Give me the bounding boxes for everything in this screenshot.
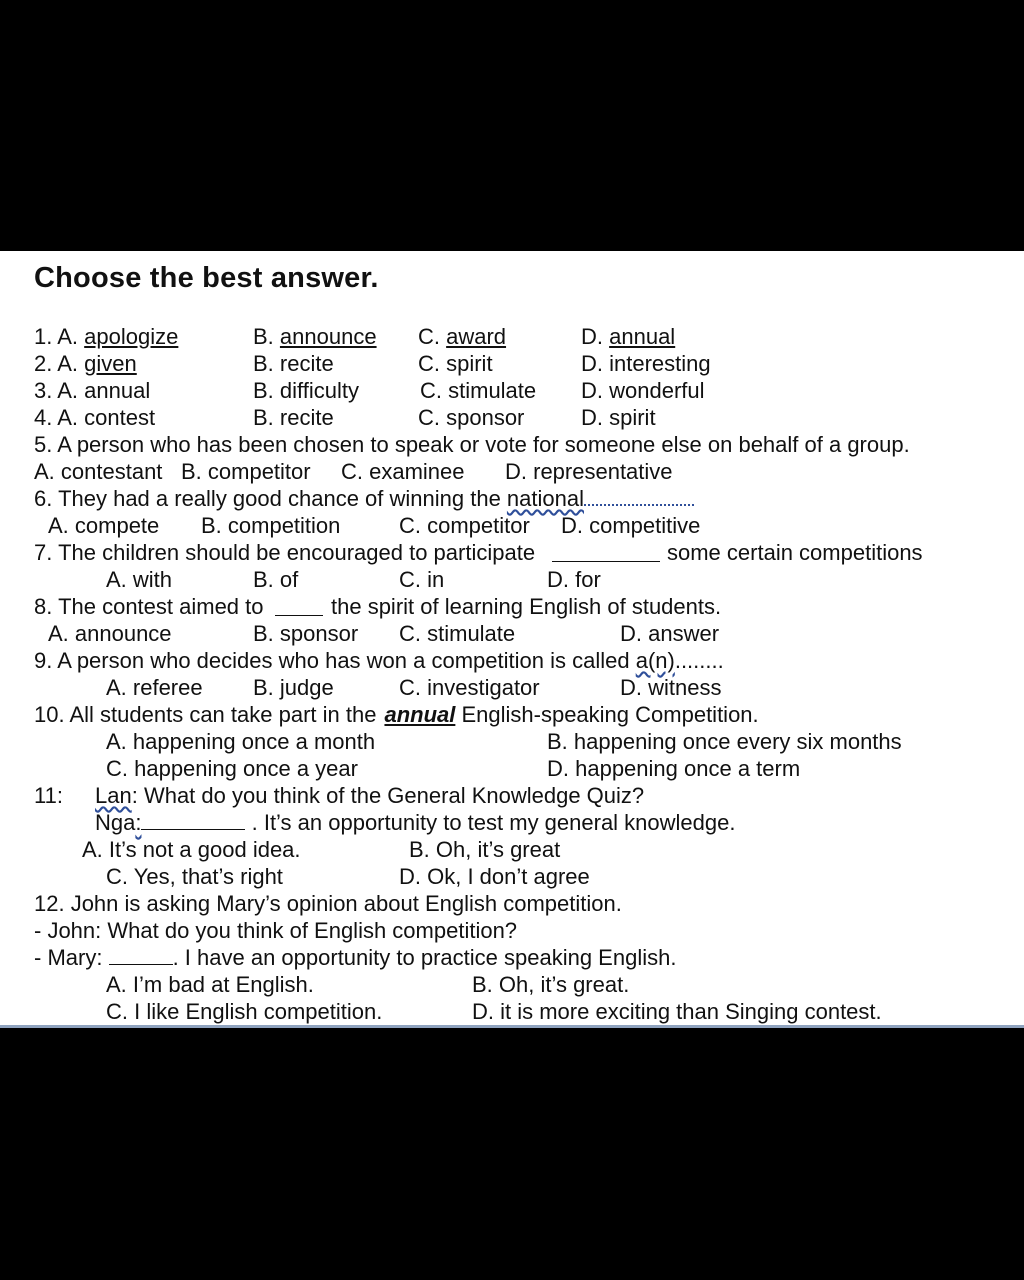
q9-option-d: D. witness: [620, 675, 722, 700]
question-9-options: [0, 674, 1024, 701]
q11-line-lan: [95, 782, 644, 809]
q12-answer-blank: [109, 946, 173, 965]
q6-option-a: A. compete: [48, 513, 160, 538]
q12-option-c: C. I like English competition.: [106, 999, 383, 1024]
q4-option-a: 4. A. contest: [34, 405, 156, 430]
q11-option-d: D. Ok, I don’t agree: [399, 864, 590, 889]
q6-question-word: national: [506, 486, 584, 511]
q1-option-c-word: award: [446, 324, 507, 349]
question-10: [0, 701, 1024, 728]
question-4: [0, 404, 1024, 431]
q4-option-d: D. spirit: [581, 405, 656, 430]
question-8-options: [0, 620, 1024, 647]
q9-option-c: C. investigator: [399, 675, 540, 700]
q11-speaker-lan: Lan: [95, 783, 132, 808]
q9-option-a: A. referee: [106, 675, 203, 700]
q7-question-end: some certain competitions: [667, 540, 923, 565]
q1-number: 1. A.: [34, 324, 79, 349]
question-12-mary: [0, 944, 1024, 971]
q1-option-b-word: announce: [279, 324, 377, 349]
question-10-options-row1: [0, 728, 1024, 755]
q12-question-text: 12. John is asking Mary’s opinion about English competition.: [34, 891, 622, 916]
q1-option-c: [418, 323, 506, 350]
q6-question-text: [34, 485, 694, 512]
q9-question-word: a(n): [635, 648, 675, 673]
q12-mary-label: - Mary:: [34, 945, 103, 970]
q7-option-d: D. for: [547, 567, 601, 592]
q6-option-c: C. competitor: [399, 513, 530, 538]
q8-question-start: 8. The contest aimed to: [34, 594, 264, 619]
q1-option-c-letter: C.: [418, 324, 440, 349]
question-1: [0, 323, 1024, 350]
q12-john-line: - John: What do you think of English competition?: [34, 918, 518, 943]
q10-question-text: [34, 701, 759, 728]
q6-answer-blank: [584, 486, 694, 506]
q12-mary-line: [34, 944, 676, 971]
q12-option-a: A. I’m bad at English.: [106, 972, 314, 997]
q10-option-b: B. happening once every six months: [547, 729, 902, 754]
q2-option-a-word: given: [84, 351, 137, 376]
q9-question-dots: ........: [674, 648, 724, 673]
q4-option-c: C. sponsor: [418, 405, 525, 430]
worksheet-title: Choose the best answer.: [34, 262, 379, 294]
q6-option-b: B. competition: [201, 513, 341, 538]
q7-question-start: 7. The children should be encouraged to participate: [34, 540, 536, 565]
q8-option-c: C. stimulate: [399, 621, 516, 646]
question-12-john: [0, 917, 1024, 944]
q11-answer-blank: [141, 811, 245, 830]
q8-option-b: B. sponsor: [253, 621, 359, 646]
question-5-options: [0, 458, 1024, 485]
q11-option-a: A. It’s not a good idea.: [82, 837, 301, 862]
question-12-options-row1: [0, 971, 1024, 998]
q5-option-d: D. representative: [505, 459, 673, 484]
question-10-options-row2: [0, 755, 1024, 782]
question-11: [0, 782, 1024, 809]
page-bottom-rule: [0, 1025, 1024, 1028]
q9-question-start: 9. A person who decides who has won a competition is called: [34, 648, 636, 673]
q8-option-d: D. answer: [620, 621, 720, 646]
q11-line-nga: [95, 809, 735, 836]
q11-nga-text: . It’s an opportunity to test my general knowledge.: [251, 810, 736, 835]
q5-option-b: B. competitor: [181, 459, 311, 484]
q4-option-b: B. recite: [253, 405, 334, 430]
q5-question-text: 5. A person who has been chosen to speak or vote for someone else on behalf of a group.: [34, 432, 910, 457]
q3-option-d: D. wonderful: [581, 378, 705, 403]
q10-question-end: English-speaking Competition.: [461, 702, 759, 727]
q2-number: 2. A.: [34, 351, 79, 376]
question-7: [0, 539, 1024, 566]
question-11-options-row1: [0, 836, 1024, 863]
q11-nga-colon: :: [135, 810, 142, 835]
q1-option-d-letter: D.: [581, 324, 603, 349]
q2-option-b: B. recite: [253, 351, 334, 376]
q12-option-d: D. it is more exciting than Singing contest.: [472, 999, 882, 1024]
question-11-reply: [0, 809, 1024, 836]
q10-question-start: 10. All students can take part in the: [34, 702, 377, 727]
q3-option-a: 3. A. annual: [34, 378, 151, 403]
q5-option-c: C. examinee: [341, 459, 465, 484]
question-6-options: [0, 512, 1024, 539]
q10-option-d: D. happening once a term: [547, 756, 801, 781]
question-12-options-row2: [0, 998, 1024, 1025]
q2-option-a: [34, 350, 137, 377]
question-2: [0, 350, 1024, 377]
q7-option-b: B. of: [253, 567, 299, 592]
q2-option-c: C. spirit: [418, 351, 493, 376]
q10-option-c: C. happening once a year: [106, 756, 358, 781]
q6-question-start: 6. They had a really good chance of winning the: [34, 486, 507, 511]
q10-option-a: A. happening once a month: [106, 729, 376, 754]
q1-option-a-word: apologize: [84, 324, 179, 349]
question-6: [0, 485, 1024, 512]
q3-option-c: C. stimulate: [420, 378, 537, 403]
question-12: [0, 890, 1024, 917]
question-7-options: [0, 566, 1024, 593]
q1-option-d-word: annual: [609, 324, 676, 349]
q1-option-d: [581, 323, 675, 350]
q6-option-d: D. competitive: [561, 513, 701, 538]
q9-question-text: [34, 647, 724, 674]
question-9: [0, 647, 1024, 674]
question-5: [0, 431, 1024, 458]
q11-number: 11:: [34, 783, 63, 808]
q10-question-word: annual: [384, 702, 456, 727]
q8-question-end: the spirit of learning English of students.: [331, 594, 722, 619]
q12-mary-text: . I have an opportunity to practice speaking English.: [172, 945, 677, 970]
q11-option-c: C. Yes, that’s right: [106, 864, 283, 889]
q9-option-b: B. judge: [253, 675, 334, 700]
q8-option-a: A. announce: [48, 621, 172, 646]
question-3: [0, 377, 1024, 404]
q11-speaker-nga: Nga: [95, 810, 136, 835]
q7-answer-blank: [552, 543, 660, 562]
q1-option-b-letter: B.: [253, 324, 274, 349]
q1-option-a: [34, 323, 178, 350]
q5-option-a: A. contestant: [34, 459, 163, 484]
question-11-options-row2: [0, 863, 1024, 890]
q2-option-d: D. interesting: [581, 351, 711, 376]
q11-lan-text: : What do you think of the General Knowledge Quiz?: [131, 783, 645, 808]
q7-option-c: C. in: [399, 567, 445, 592]
q11-option-b: B. Oh, it’s great: [409, 837, 561, 862]
q7-option-a: A. with: [106, 567, 173, 592]
q8-answer-blank: [275, 597, 323, 616]
question-8: [0, 593, 1024, 620]
q3-option-b: B. difficulty: [253, 378, 359, 403]
q1-option-b: [253, 323, 377, 350]
q12-option-b: B. Oh, it’s great.: [472, 972, 630, 997]
